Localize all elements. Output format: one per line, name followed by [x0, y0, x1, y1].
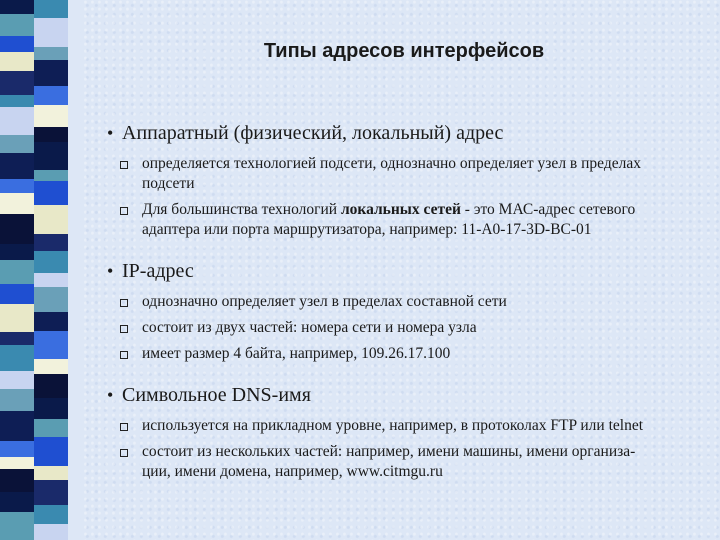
stripe-segment	[0, 389, 34, 411]
stripe-segment	[34, 480, 68, 505]
stripe-segment	[0, 284, 34, 304]
square-bullet-icon	[120, 423, 128, 431]
stripe-segment	[0, 441, 34, 457]
slide-title: Типы адресов интерфейсов	[263, 40, 545, 62]
decorative-stripe-bar	[0, 0, 80, 540]
stripe-segment	[34, 181, 68, 204]
bullet-dot-icon: •	[107, 261, 114, 281]
list-item-text: локальных сетей	[340, 201, 461, 218]
bullet-dot-icon: •	[107, 123, 114, 143]
list-item	[104, 442, 720, 482]
stripe-segment	[0, 411, 34, 441]
stripe-segment	[34, 18, 68, 47]
stripe-segment	[0, 71, 34, 95]
list-item	[104, 154, 720, 194]
stripe-segment	[34, 205, 68, 234]
section-heading	[104, 120, 720, 146]
list-item	[104, 200, 720, 240]
stripe-segment	[0, 457, 34, 469]
stripe-segment	[0, 52, 34, 72]
stripe-segment	[34, 142, 68, 169]
stripe-segment	[0, 107, 34, 135]
stripe-segment	[34, 524, 68, 540]
stripe-segment	[0, 153, 34, 179]
stripe-segment	[34, 398, 68, 419]
stripe-segment	[0, 260, 34, 284]
stripe-segment	[34, 0, 68, 18]
section-heading-text: Символьное DNS-имя	[122, 384, 311, 406]
list-item-text: состоит из двух частей: номера сети и номера узла	[142, 319, 477, 336]
stripe-segment	[0, 0, 34, 14]
section-heading-text: Аппаратный (физический, локальный) адрес	[122, 122, 504, 144]
stripe-segment	[0, 135, 34, 153]
list-item-text: используется на прикладном уровне, например, в протоколах FTP или telnet	[142, 417, 644, 434]
list-item-text: Для большинства технологий	[142, 201, 341, 218]
stripe-segment	[34, 251, 68, 272]
square-bullet-icon	[120, 161, 128, 169]
stripe-segment	[0, 492, 34, 512]
list-item-text: определяется технологией подсети, однозначно определяет узел в пределах	[142, 155, 641, 172]
list-item-continuation: адаптера или порта маршрутизатора, например: 11-А0-17-3D-ВС-01	[142, 221, 592, 238]
stripe-segment	[0, 179, 34, 193]
stripe-segment	[34, 60, 68, 85]
section-heading	[104, 258, 720, 284]
stripe-segment	[34, 170, 68, 182]
list-item-text: - это МАС-адрес сетевого	[460, 201, 636, 218]
stripe-segment	[0, 469, 34, 493]
list-item-text: состоит из нескольких частей: например, имени машины, имени организа-	[142, 443, 636, 460]
stripe-segment	[34, 234, 68, 252]
square-bullet-icon	[120, 325, 128, 333]
stripe-segment	[0, 332, 34, 346]
stripe-segment	[0, 214, 34, 244]
stripe-segment	[34, 287, 68, 312]
list-item	[104, 416, 720, 436]
stripe-segment	[34, 359, 68, 375]
section	[104, 382, 720, 482]
list-item-text: имеет размер 4 байта, например, 109.26.17.100	[142, 345, 451, 362]
square-bullet-icon	[120, 449, 128, 457]
stripe-segment	[34, 505, 68, 525]
square-bullet-icon	[120, 351, 128, 359]
stripe-segment	[34, 312, 68, 332]
list-item-continuation: подсети	[142, 175, 195, 192]
stripe-segment	[0, 304, 34, 332]
square-bullet-icon	[120, 299, 128, 307]
list-item	[104, 292, 720, 312]
list-item-continuation: ции, имени домена, например, www.citmgu.ru	[142, 463, 443, 480]
section	[104, 258, 720, 364]
stripe-segment	[0, 345, 34, 371]
section	[104, 120, 720, 240]
stripe-segment	[0, 371, 34, 389]
stripe-segment	[34, 273, 68, 287]
stripe-segment	[0, 14, 34, 36]
stripe-column-left	[0, 0, 34, 540]
stripe-segment	[34, 437, 68, 466]
stripe-segment	[0, 244, 34, 260]
stripe-segment	[34, 127, 68, 143]
stripe-segment	[0, 193, 34, 215]
stripe-segment	[34, 419, 68, 437]
stripe-segment	[0, 36, 34, 52]
bullet-dot-icon: •	[107, 385, 114, 405]
stripe-segment	[0, 95, 34, 107]
stripe-segment	[0, 512, 34, 540]
stripe-segment	[34, 105, 68, 126]
list-item	[104, 344, 720, 364]
slide-content	[104, 120, 720, 488]
section-heading	[104, 382, 720, 408]
stripe-segment	[34, 331, 68, 358]
stripe-column-right	[34, 0, 68, 540]
stripe-segment	[34, 86, 68, 106]
list-item	[104, 318, 720, 338]
section-heading-text: IP-адрес	[122, 260, 194, 282]
stripe-segment	[34, 374, 68, 397]
stripe-segment	[34, 466, 68, 480]
list-item-text: однозначно определяет узел в пределах составной сети	[142, 293, 507, 310]
stripe-segment	[34, 47, 68, 61]
square-bullet-icon	[120, 207, 128, 215]
